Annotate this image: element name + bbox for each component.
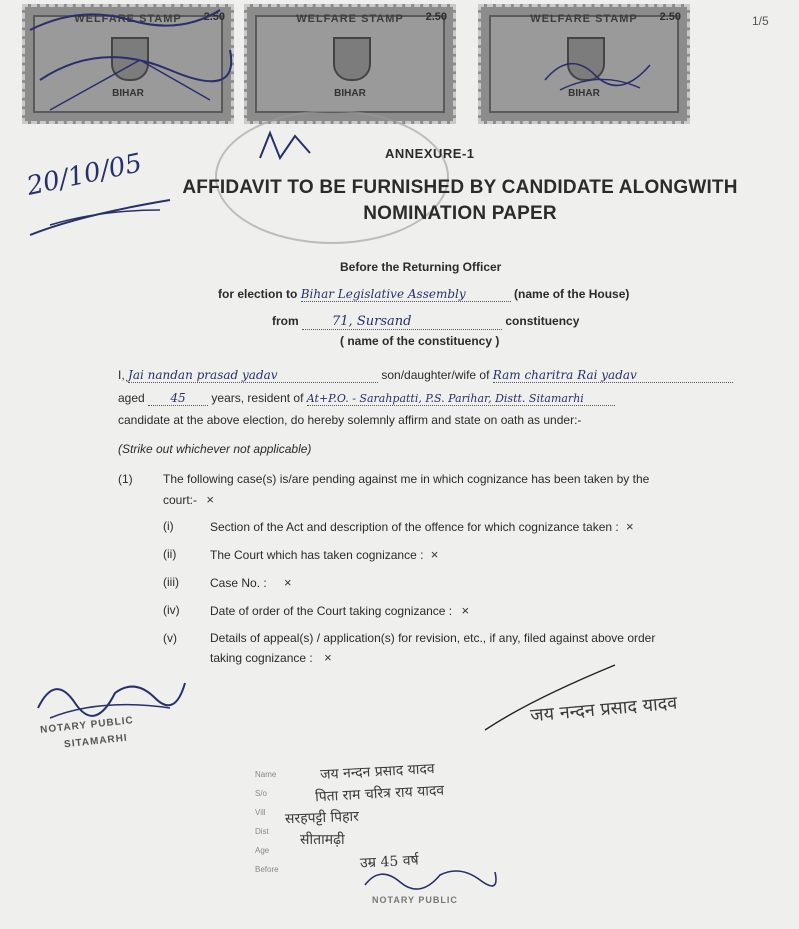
subitem-text: Section of the Act and description of the offence for which cognizance taken :: [210, 520, 619, 534]
subitem-3: [210, 575, 292, 590]
item-1-court: court:-: [163, 493, 198, 507]
resident-label: years, resident of: [211, 391, 304, 405]
cross-mark: ×: [461, 603, 470, 618]
subitem-2-number: (ii): [163, 547, 177, 561]
page-title: [150, 175, 770, 227]
election-line: [218, 287, 629, 302]
candidate-name: Jai nandan prasad yadav: [128, 368, 378, 383]
subitem-text: Date of order of the Court taking cognizance :: [210, 604, 453, 618]
notary-line-1: NOTARY PUBLIC: [39, 715, 135, 736]
subitem-5: Details of appeal(s) / application(s) for revision, etc., if any, filed against above order: [210, 631, 656, 645]
witness-line-4: सीतामढ़ी: [300, 832, 345, 848]
witness-label: Vill: [255, 808, 266, 817]
annexure-label: ANNEXURE-1: [385, 146, 475, 161]
subitem-1: [210, 519, 634, 534]
stamp-title: WELFARE STAMP: [74, 13, 182, 25]
stamp-value: 2.50: [203, 11, 225, 23]
aged-label: aged: [118, 391, 145, 405]
election-suffix: (name of the House): [514, 287, 630, 301]
age-address-line: [118, 391, 615, 406]
from-line: [272, 314, 579, 330]
witness-label: Before: [255, 865, 279, 874]
notary-stamp: [30, 668, 180, 758]
stamp-cancel-signature-icon: [540, 40, 660, 100]
stamp-title: WELFARE STAMP: [530, 13, 638, 25]
before-officer: Before the Returning Officer: [340, 260, 502, 274]
notary-footer: NOTARY PUBLIC: [372, 895, 458, 905]
item-1-number: (1): [118, 472, 133, 486]
cross-mark: ×: [206, 492, 214, 507]
emblem-icon: [333, 37, 371, 81]
welfare-stamp-2: [244, 4, 456, 124]
cross-mark: ×: [284, 575, 292, 590]
subitem-5-cont: [210, 650, 332, 665]
address-value: At+P.O. - Sarahpatti, P.S. Parihar, Distt. Sitamarhi: [307, 392, 615, 406]
subitem-text: The Court which has taken cognizance :: [210, 548, 424, 562]
subitem-5-number: (v): [163, 631, 177, 645]
witness-line-3: सरहपट्टी पिहार: [284, 808, 360, 828]
witness-label: Dist: [255, 827, 269, 836]
stamp-title: WELFARE STAMP: [296, 13, 404, 25]
subitem-4: [210, 603, 469, 618]
subitem-2: [210, 547, 438, 562]
title-line-1: AFFIDAVIT TO BE FURNISHED BY CANDIDATE ALONGWITH: [182, 177, 738, 198]
title-line-2: NOMINATION PAPER: [363, 203, 557, 224]
election-value: Bihar Legislative Assembly: [301, 287, 511, 302]
subitem-4-number: (iv): [163, 603, 180, 617]
from-suffix: constituency: [505, 314, 580, 328]
subitem-3-number: (iii): [163, 575, 179, 589]
witness-label: S/o: [255, 789, 268, 798]
subitem-text: taking cognizance :: [210, 651, 313, 665]
affirm-line: candidate at the above election, do hereby solemnly affirm and state on oath as under:-: [118, 413, 582, 427]
stamp-bottom-text: BIHAR: [112, 88, 144, 99]
witness-label: Age: [255, 846, 270, 855]
witness-line-1: जय नन्दन प्रसाद यादव: [319, 761, 435, 783]
initial-mark-icon: [255, 128, 315, 168]
constituency-note: ( name of the constituency ): [340, 334, 500, 348]
age-value: 45: [148, 391, 208, 406]
strike-note: (Strike out whichever not applicable): [118, 442, 312, 456]
stamp-bottom-text: BIHAR: [568, 88, 600, 99]
subitem-text: Case No. :: [210, 576, 267, 590]
witness-label: Name: [255, 770, 277, 779]
from-value: 71, Sursand: [302, 314, 502, 330]
handwritten-date: 20/10/05: [24, 148, 145, 202]
pen-scribble-icon: [20, 0, 240, 130]
notary-bottom-signature-icon: [360, 860, 500, 900]
stamp-value: 2.50: [659, 11, 681, 23]
cross-mark: ×: [626, 519, 634, 534]
item-1-text: The following case(s) is/are pending against me in which cognizance has been taken by the: [163, 472, 650, 486]
corner-mark: 1/5: [752, 14, 769, 28]
item-1-text-cont: [163, 492, 214, 507]
son-of-label: son/daughter/wife of: [381, 368, 490, 382]
candidate-line: [118, 368, 733, 383]
from-prefix: from: [272, 314, 299, 328]
stamp-bottom-text: BIHAR: [334, 88, 366, 99]
father-name: Ram charitra Rai yadav: [493, 368, 733, 383]
witness-labels: [255, 770, 279, 884]
witness-line-2: पिता राम चरित्र राय यादव: [314, 782, 445, 806]
candidate-signature: जय नन्दन प्रसाद यादव: [529, 692, 679, 727]
notary-line-2: SITAMARHI: [63, 732, 129, 751]
i-prefix: I,: [118, 368, 125, 382]
witness-line-5: उम्र 45 वर्ष: [359, 852, 420, 872]
subitem-1-number: (i): [163, 519, 174, 533]
stamp-value: 2.50: [425, 11, 447, 23]
cross-mark: ×: [430, 547, 439, 562]
election-prefix: for election to: [218, 287, 298, 301]
cross-mark: ×: [324, 650, 332, 665]
